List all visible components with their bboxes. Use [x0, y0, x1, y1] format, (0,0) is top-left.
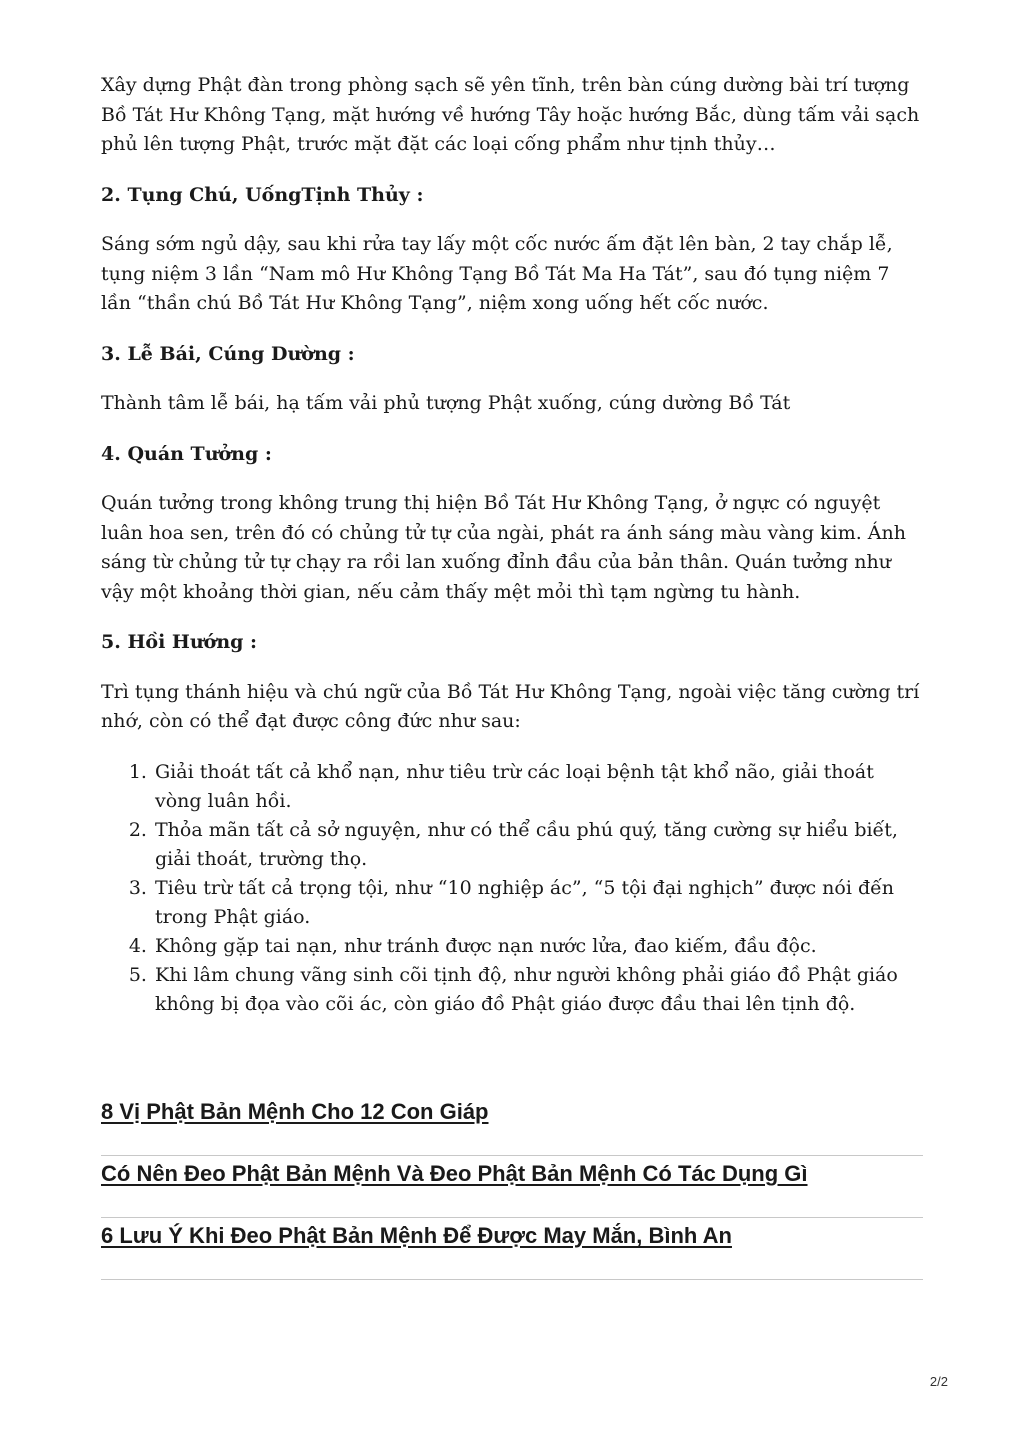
section-body-le-bai: Thành tâm lễ bái, hạ tấm vải phủ tượng Phật xuống, cúng dường Bồ Tát [101, 392, 791, 414]
related-link-6-luu-y[interactable]: 6 Lưu Ý Khi Đeo Phật Bản Mệnh Để Được May Mắn, Bình An [101, 1223, 732, 1248]
section-body-tung-chu: Sáng sớm ngủ dậy, sau khi rửa tay lấy một cốc nước ấm đặt lên bàn, 2 tay chắp lễ, tụng niệm 3 lần “Nam mô Hư Không Tạng Bồ Tát Ma Ha Tát”, sau đó tụng niệm 7 lần “thần chú Bồ Tát Hư Không Tạng”, niệm xong uống hết cốc nước. [101, 233, 893, 314]
section-heading-tung-chu: 2. Tụng Chú, UốngTịnh Thủy : [101, 183, 424, 206]
list-item: 5. Khi lâm chung vãng sinh cõi tịnh độ, như người không phải giáo đồ Phật giáo không bị đọa vào cõi ác, còn giáo đồ Phật giáo được đầu thai lên tịnh độ. [153, 961, 923, 1019]
section-heading-quan-tuong: 4. Quán Tưởng : [101, 442, 272, 465]
related-link-8-vi-phat[interactable]: 8 Vị Phật Bản Mệnh Cho 12 Con Giáp [101, 1099, 489, 1124]
list-item: 1. Giải thoát tất cả khổ nạn, như tiêu trừ các loại bệnh tật khổ não, giải thoát vòng luân hồi. [153, 758, 923, 816]
list-item: 2. Thỏa mãn tất cả sở nguyện, như có thể cầu phú quý, tăng cường sự hiểu biết, giải thoát, trường thọ. [153, 816, 923, 874]
article-content [101, 71, 923, 1019]
related-link-item [101, 1156, 923, 1218]
section-heading-hoi-huong: 5. Hồi Hướng : [101, 631, 258, 653]
list-item: 3. Tiêu trừ tất cả trọng tội, như “10 nghiệp ác”, “5 tội đại nghịch” được nói đến trong Phật giáo. [153, 874, 923, 932]
intro-paragraph: Xây dựng Phật đàn trong phòng sạch sẽ yên tĩnh, trên bàn cúng dường bài trí tượng Bồ Tát Hư Không Tạng, mặt hướng về hướng Tây hoặc hướng Bắc, dùng tấm vải sạch phủ lên tượng Phật, trước mặt đặt các loại cống phẩm như tịnh thủy… [101, 74, 920, 155]
related-links [101, 1094, 923, 1280]
section-body-hoi-huong: Trì tụng thánh hiệu và chú ngữ của Bồ Tát Hư Không Tạng, ngoài việc tăng cường trí nhớ, còn có thể đạt được công đức như sau: [101, 680, 920, 732]
section-heading-le-bai: 3. Lễ Bái, Cúng Dường : [101, 342, 355, 365]
related-link-item [101, 1218, 923, 1280]
related-link-co-nen-deo[interactable]: Có Nên Đeo Phật Bản Mệnh Và Đeo Phật Bản Mệnh Có Tác Dụng Gì [101, 1161, 808, 1186]
related-link-item [101, 1094, 923, 1156]
list-item: 4. Không gặp tai nạn, như tránh được nạn nước lửa, đao kiếm, đầu độc. [153, 932, 923, 961]
section-body-quan-tuong: Quán tưởng trong không trung thị hiện Bồ Tát Hư Không Tạng, ở ngực có nguyệt luân hoa sen, trên đó có chủng tử tự của ngài, phát ra ánh sáng màu vàng kim. Ánh sáng từ chủng tử tự chạy ra rồi lan xuống đỉnh đầu của bản thân. Quán tưởng như vậy một khoảng thời gian, nếu cảm thấy mệt mỏi thì tạm ngừng tu hành. [101, 492, 906, 603]
page-number: 2/2 [929, 1374, 948, 1389]
merit-list [101, 758, 923, 1019]
